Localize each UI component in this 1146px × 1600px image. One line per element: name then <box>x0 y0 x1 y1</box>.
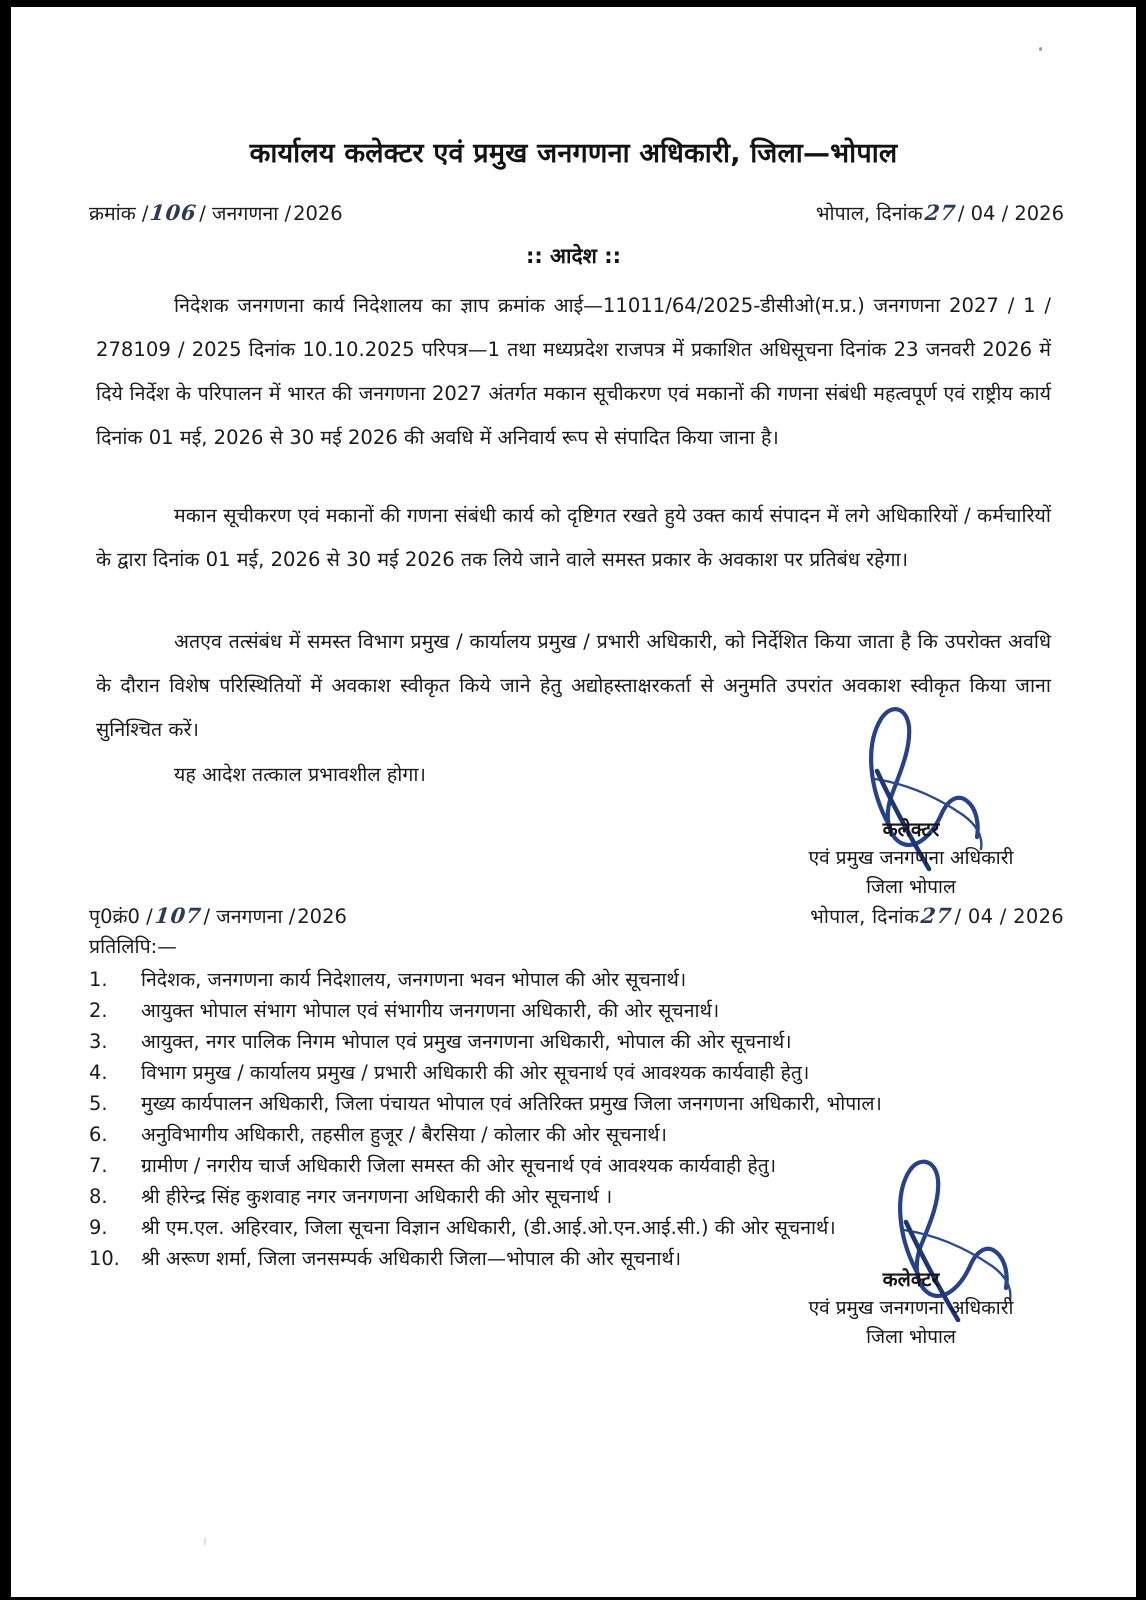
signatory-role-top: कलेक्टर <box>882 818 940 841</box>
endorsement-number-middle: / जनगणना / <box>203 905 296 928</box>
document-page <box>11 7 1136 1597</box>
list-item-number: 10. <box>89 1247 120 1270</box>
scan-speck-bottom-left <box>204 1537 206 1546</box>
list-item <box>89 1181 1074 1212</box>
list-item-text: श्री एम.एल. अहिरवार, जिला सूचना विज्ञान अधिकारी, (डी.आई.ओ.एन.आई.सी.) की ओर सूचनार्थ। <box>141 1216 836 1239</box>
order-number-handwritten: 106 <box>149 200 199 225</box>
order-date-rest: / 04 / 2026 <box>957 202 1064 225</box>
endorsement-number-group <box>89 902 347 929</box>
list-item <box>89 1057 1074 1088</box>
list-item-text: निदेशक, जनगणना कार्य निदेशालय, जनगणना भवन भोपाल की ओर सूचनार्थ। <box>141 968 687 991</box>
endorsement-date-group <box>810 902 1064 929</box>
list-item-number: 1. <box>89 968 108 991</box>
paragraph-3: अतएव तत्संबंध में समस्त विभाग प्रमुख / कार्यालय प्रमुख / प्रभारी अधिकारी, को निर्देशित किया जाता है कि उपरोक्त अवधि के दौरान विशेष परिस्थितियों में अवकाश स्वीकृत किये जाने हेतु अद्योहस्ताक्षरकर्ता से अनुमति उपरांत अवकाश स्वीकृत किया जाना सुनिश्चित करें। <box>96 630 1052 741</box>
copy-list <box>89 964 1074 1274</box>
endorsement-number-handwritten: 107 <box>153 903 203 928</box>
order-heading: :: आदेश :: <box>525 244 622 268</box>
order-date-day-handwritten: 27 <box>923 200 958 225</box>
list-item-number: 5. <box>89 1092 108 1115</box>
list-item-text: ग्रामीण / नगरीय चार्ज अधिकारी जिला समस्त की ओर सूचनार्थ एवं आवश्यक कार्यवाही हेतु। <box>141 1154 777 1177</box>
list-item-number: 3. <box>89 1030 108 1053</box>
order-number-group <box>89 199 343 226</box>
list-item-text: आयुक्त, नगर पालिक निगम भोपाल एवं प्रमुख जनगणना अधिकारी, भोपाल की ओर सूचनार्थ। <box>141 1030 792 1053</box>
paragraph-2: मकान सूचीकरण एवं मकानों की गणना संबंधी कार्य को दृष्टिगत रखते हुये उक्त कार्य संपादन में लगे अधिकारियों / कर्मचारियों के द्वारा दिनांक 01 मई, 2026 से 30 मई 2026 तक लिये जाने वाले समस्त प्रकार के अवकाश पर प्रतिबंध रहेगा। <box>96 504 1051 571</box>
copy-list-label: प्रतिलिपि:— <box>89 935 177 958</box>
signature-block-bottom <box>711 1265 1111 1352</box>
list-item-text: अनुविभागीय अधिकारी, तहसील हुजूर / बैरसिया / कोलार की ओर सूचनार्थ। <box>141 1123 667 1146</box>
signatory-designation-top: एवं प्रमुख जनगणना अधिकारी <box>808 847 1014 869</box>
list-item <box>89 1026 1074 1057</box>
list-item-text: मुख्य कार्यपालन अधिकारी, जिला पंचायत भोपाल एवं अतिरिक्त प्रमुख जिला जनगणना अधिकारी, भोपाल। <box>141 1092 882 1115</box>
signatory-district-top: जिला भोपाल <box>866 876 956 898</box>
list-item-text: आयुक्त भोपाल संभाग भोपाल एवं संभागीय जनगणना अधिकारी, की ओर सूचनार्थ। <box>141 999 720 1022</box>
paragraph-1: निदेशक जनगणना कार्य निदेशालय का ज्ञाप क्रमांक आई—11011/64/2025-डीसीओ(म.प्र.) जनगणना 2027 / 1 / 278109 / 2025 दिनांक 10.10.2025 परिपत्र—1 तथा मध्यप्रदेश राजपत्र में प्रकाशित अधिसूचना दिनांक 23 जनवरी 2026 में दिये निर्देश के परिपालन में भारत की जनगणना 2027 अंतर्गत मकान सूचीकरण एवं मकानों की गणना संबंधी महत्वपूर्ण एवं राष्ट्रीय कार्य दिनांक 01 मई, 2026 से 30 मई 2026 की अवधि में अनिवार्य रूप से संपादित किया जाना है। <box>96 294 1051 449</box>
list-item-number: 7. <box>89 1154 108 1177</box>
page-title: कार्यालय कलेक्टर एवं प्रमुख जनगणना अधिकारी, जिला—भोपाल <box>249 138 898 169</box>
list-item-number: 8. <box>89 1185 108 1208</box>
list-item <box>89 1088 1074 1119</box>
list-item-number: 4. <box>89 1061 108 1084</box>
paragraph-4: यह आदेश तत्काल प्रभावशील होगा। <box>174 763 426 786</box>
signatory-role-bottom: कलेक्टर <box>882 1268 940 1291</box>
order-date-place-label: भोपाल, दिनांक <box>815 202 923 225</box>
endorsement-date-rest: / 04 / 2026 <box>954 905 1064 928</box>
order-number-middle: / जनगणना / <box>199 202 292 225</box>
list-item-text: विभाग प्रमुख / कार्यालय प्रमुख / प्रभारी अधिकारी की ओर सूचनार्थ एवं आवश्यक कार्यवाही हेतु। <box>141 1061 810 1084</box>
list-item <box>89 1119 1074 1150</box>
endorsement-number-prefix: पृ0क्रं0 / <box>89 905 153 928</box>
signatory-district-bottom: जिला भोपाल <box>866 1326 956 1348</box>
list-item <box>89 1150 1074 1181</box>
signatory-designation-bottom: एवं प्रमुख जनगणना अधिकारी <box>808 1297 1014 1319</box>
signature-block-top <box>711 815 1111 902</box>
list-item-number: 9. <box>89 1216 108 1239</box>
scan-speck-top-right <box>1039 47 1042 51</box>
list-item-text: श्री हीरेन्द्र सिंह कुशवाह नगर जनगणना अधिकारी की ओर सूचनार्थ । <box>141 1185 613 1208</box>
list-item <box>89 995 1074 1026</box>
list-item <box>89 964 1074 995</box>
reference-line-top <box>89 199 1064 226</box>
order-number-year: 2026 <box>293 202 343 225</box>
reference-line-bottom <box>89 902 1064 929</box>
endorsement-date-day-handwritten: 27 <box>919 903 954 928</box>
order-date-group <box>816 199 1064 226</box>
order-number-prefix: क्रमांक / <box>89 202 149 225</box>
list-item-text: श्री अरूण शर्मा, जिला जनसम्पर्क अधिकारी जिला—भोपाल की ओर सूचनार्थ। <box>141 1247 682 1270</box>
list-item-number: 2. <box>89 999 108 1022</box>
list-item <box>89 1212 1074 1243</box>
list-item-number: 6. <box>89 1123 108 1146</box>
endorsement-number-year: 2026 <box>297 905 347 928</box>
endorsement-date-place-label: भोपाल, दिनांक <box>810 905 920 928</box>
